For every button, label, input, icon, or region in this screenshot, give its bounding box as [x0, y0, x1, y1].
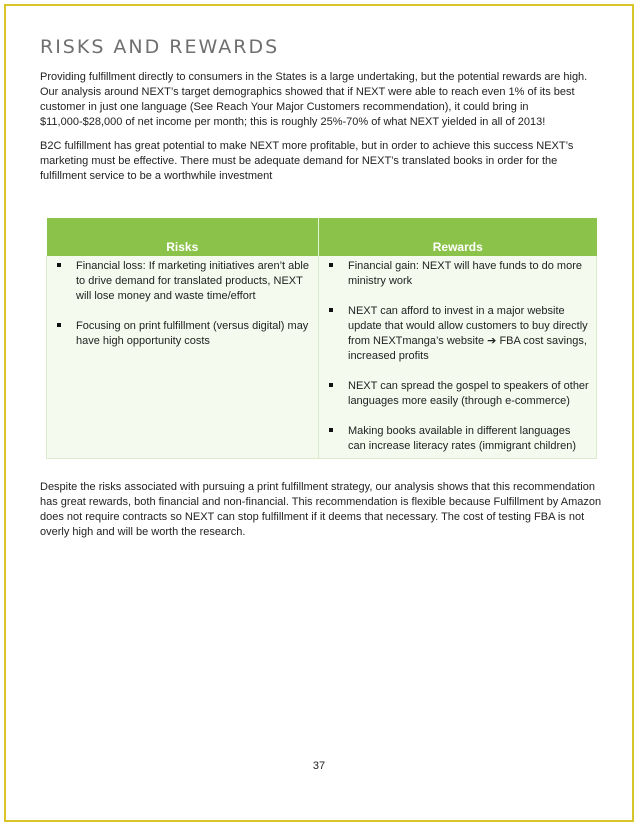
- square-bullet-icon: [329, 308, 333, 312]
- square-bullet-icon: [329, 263, 333, 267]
- risks-rewards-table: [46, 218, 597, 459]
- risks-cell: [47, 256, 319, 459]
- square-bullet-icon: [329, 383, 333, 387]
- page-number: 37: [312, 760, 326, 772]
- list-item: [53, 319, 312, 349]
- rewards-header: Rewards: [319, 218, 597, 256]
- table-row: [47, 256, 597, 459]
- table-header-row: [47, 218, 597, 256]
- list-item: [325, 379, 590, 409]
- list-item: [325, 424, 590, 454]
- marketing-paragraph: B2C fulfillment has great potential to make NEXT more profitable, but in order to achieve this success NEXT’s marketing must be effective. There must be adequate demand for NEXT’s translated books in order for the fulfillment service to be a worthwhile investment: [40, 140, 574, 182]
- risk-text: Financial loss: If marketing initiatives aren’t able to drive demand for translated products, NEXT will lose money and waste time/effort: [76, 260, 309, 302]
- conclusion-paragraph: Despite the risks associated with pursuing a print fulfillment strategy, our analysis shows that this recommendation has great rewards, both financial and non-financial. This recommendation is flexible because Fulfillment by Amazon does not require contracts so NEXT can stop fulfillment if it deems that necessary. The cost of testing FBA is not overly high and will be worth the research.: [40, 481, 602, 538]
- risks-header: Risks: [47, 218, 319, 256]
- reward-text: Making books available in different languages can increase literacy rates (immigrant children): [348, 425, 577, 452]
- document-page: [4, 4, 634, 822]
- reward-text: NEXT can afford to invest in a major website update that would allow customers to buy directly from NEXTmanga’s website ➔ FBA cost savings, increased profits: [348, 305, 588, 362]
- square-bullet-icon: [57, 263, 61, 267]
- risks-list: [53, 259, 312, 349]
- intro-paragraph: Providing fulfillment directly to consumers in the States is a large undertaking, but the potential rewards are high. Our analysis around NEXT’s target demographics showed that if NEXT were able to reach even 1% of its best customer in just one language (See Reach Your Major Customers recommendation), it could bring in $11,000-$28,000 of net income per month; this is roughly 25%-70% of what NEXT yielded in all of 2013!: [40, 71, 588, 128]
- reward-text: NEXT can spread the gospel to speakers of other languages more easily (through e-commerce): [348, 380, 589, 407]
- square-bullet-icon: [329, 428, 333, 432]
- rewards-list: [325, 259, 590, 454]
- reward-text: Financial gain: NEXT will have funds to do more ministry work: [348, 260, 582, 287]
- list-item: [325, 259, 590, 289]
- risk-text: Focusing on print fulfillment (versus digital) may have high opportunity costs: [76, 320, 309, 347]
- section-title: RISKS AND REWARDS: [40, 36, 280, 58]
- list-item: [53, 259, 312, 304]
- list-item: [325, 304, 590, 364]
- square-bullet-icon: [57, 323, 61, 327]
- rewards-cell: [319, 256, 597, 459]
